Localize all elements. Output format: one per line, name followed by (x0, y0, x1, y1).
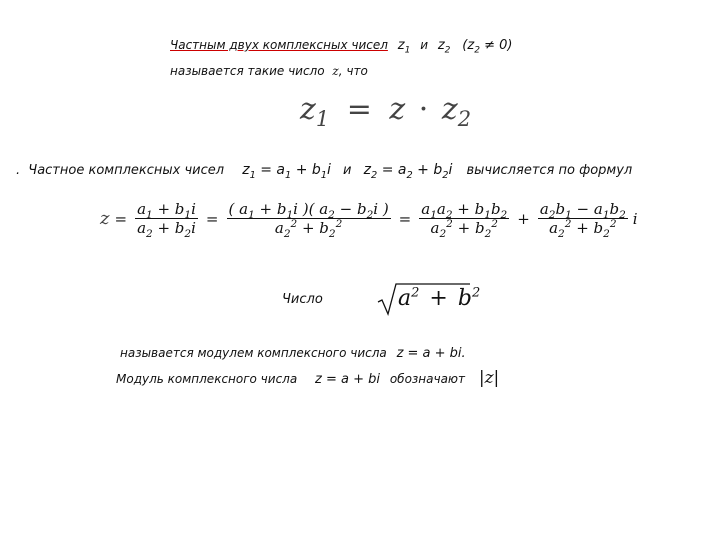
fraction-2: $\frac{( a_1 + b_1i )( a_2 - b_2i )}{a_2^2 + b_2^2}$ (228, 200, 389, 240)
and-word: и (420, 38, 428, 52)
definition-title: Частным двух комплексных чисел (170, 38, 388, 52)
fraction-1: $\frac{a_1 + b_1i}{a_2 + b_2i}$ (137, 200, 196, 240)
main-formula: $z_1 = z \cdot z_2$ (300, 92, 472, 131)
z2-definition: $z_2 = a_2 + b_2i$ (363, 162, 453, 181)
fraction-4: $\frac{a_2b_1 - a_1b_2}{a_2^2 + b_2^2}$ (539, 200, 626, 240)
modulus-notation: |z| (478, 368, 500, 388)
number-word: Число (282, 292, 323, 307)
z2-symbol: $z_2$ (437, 38, 451, 56)
division-formula: z = $\frac{a_1 + b_1i}{a_2 + b_2i}$ = $\frac{( a_1 + b_1i )( a_2 - b_2i )}{a_2^2 + b_2^2}$ = $\frac{a_1a_2 + b_1b_2}{a_2^2 + b_2^2}$ + $\frac{a_2b_1 - a_1b_2}{a_2^2 + b_2^2}$ i (100, 200, 638, 240)
quotient-sentence: . Частное комплексных чисел $z_1 = a_1 + b_1i$ и $z_2 = a_2 + b_2i$ вычисляется по формул (16, 162, 633, 181)
z1-definition: $z_1 = a_1 + b_1i$ (242, 162, 331, 181)
modulus-line-1: называется модулем комплексного числа z = a + bi. (120, 346, 466, 361)
nonzero-condition: $(z_2 \ne 0)$ (462, 38, 513, 56)
z1-symbol: $z_1$ (397, 38, 411, 56)
fraction-3: $\frac{a_1a_2 + b_1b_2}{a_2^2 + b_2^2}$ (421, 200, 508, 240)
modulus-line-2: Модуль комплексного числа z = a + bi обозначают |z| (116, 368, 500, 388)
definition-line-2: называется такие число z, что (170, 64, 368, 78)
definition-line-1 (170, 38, 513, 56)
